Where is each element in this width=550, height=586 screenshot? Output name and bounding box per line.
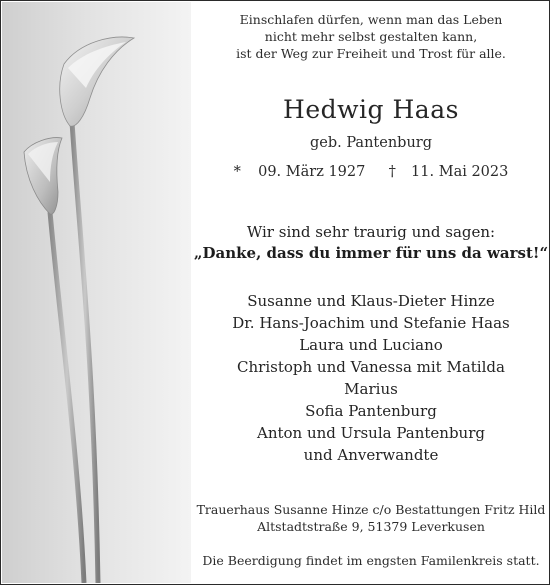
mourner-8: und Anverwandte bbox=[303, 446, 439, 464]
contact-line-2: Altstadtstraße 9, 51379 Leverkusen bbox=[257, 519, 485, 534]
death-date: 11. Mai 2023 bbox=[411, 164, 509, 180]
mourner-1: Susanne und Klaus-Dieter Hinze bbox=[247, 292, 495, 310]
birth-name: geb. Pantenburg bbox=[309, 135, 433, 151]
verse-line-3: ist der Weg zur Freiheit und Trost für alle. bbox=[236, 46, 506, 61]
mourner-4: Christoph und Vanessa mit Matilda bbox=[237, 358, 505, 376]
mourner-6: Sofia Pantenburg bbox=[305, 402, 437, 420]
thanks-intro: Wir sind sehr traurig und sagen: bbox=[246, 223, 496, 241]
deceased-name: Hedwig Haas bbox=[283, 95, 459, 124]
mourner-7: Anton und Ursula Pantenburg bbox=[257, 424, 485, 442]
text-column bbox=[191, 1, 550, 586]
mourner-2: Dr. Hans-Joachim und Stefanie Haas bbox=[232, 314, 510, 332]
birth-symbol: * bbox=[233, 164, 241, 180]
mourner-3: Laura und Luciano bbox=[299, 336, 443, 354]
mourner-5: Marius bbox=[344, 380, 398, 398]
calla-lily-image bbox=[2, 2, 191, 583]
funeral-note: Die Beerdigung findet im engsten Familenkreis statt. bbox=[202, 553, 540, 568]
verse-line-2: nicht mehr selbst gestalten kann, bbox=[264, 29, 478, 44]
thanks-quote: „Danke, dass du immer für uns da warst!“ bbox=[193, 244, 549, 262]
death-symbol: † bbox=[388, 164, 396, 180]
verse-line-1: Einschlafen dürfen, wenn man das Leben bbox=[239, 12, 503, 27]
contact-line-1: Trauerhaus Susanne Hinze c/o Bestattungen Fritz Hild bbox=[196, 502, 546, 517]
life-dates bbox=[191, 164, 550, 180]
birth-date: 09. März 1927 bbox=[258, 164, 366, 180]
